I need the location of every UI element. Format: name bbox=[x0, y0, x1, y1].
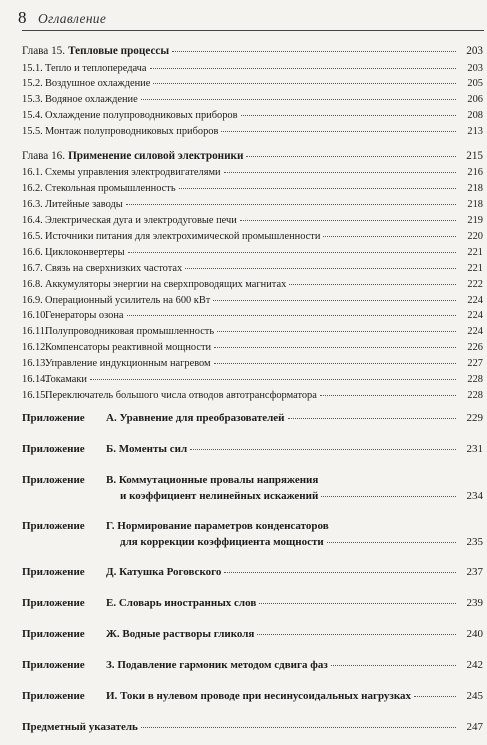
appendix-letter: Е. bbox=[106, 596, 117, 609]
page-ref: 226 bbox=[467, 342, 483, 354]
section-title: Воздушное охлаждение bbox=[45, 78, 151, 90]
page-ref: 213 bbox=[467, 126, 483, 138]
section-title: Управление индукционным нагревом bbox=[45, 358, 211, 370]
page-ref: 228 bbox=[467, 389, 483, 401]
chapter-number: Глава 15. bbox=[22, 45, 66, 57]
appendix-letter: З. bbox=[106, 658, 115, 671]
appendix-entry bbox=[22, 658, 483, 683]
page-ref: 224 bbox=[467, 310, 483, 322]
appendix-label: Приложение bbox=[22, 411, 85, 424]
section-entry bbox=[22, 198, 483, 214]
dot-leader bbox=[179, 188, 456, 189]
section-number: 16.15. bbox=[22, 389, 48, 401]
section-number: 15.4. bbox=[22, 110, 43, 122]
page-ref: 247 bbox=[466, 720, 483, 733]
appendix-letter: А. bbox=[106, 411, 117, 424]
appendix-title-text: Уравнение для преобразователей bbox=[119, 411, 285, 424]
dot-leader bbox=[331, 665, 456, 666]
dot-leader bbox=[217, 331, 456, 332]
dot-leader bbox=[257, 634, 456, 635]
section-number: 16.2. bbox=[22, 183, 43, 195]
section-entry bbox=[22, 77, 483, 93]
section-entry bbox=[22, 109, 483, 125]
section-number: 15.5. bbox=[22, 126, 43, 138]
appendix-label: Приложение bbox=[22, 519, 85, 532]
page-ref: 215 bbox=[466, 149, 483, 162]
appendix-letter: Д. bbox=[106, 565, 117, 578]
section-title: Компенсаторы реактивной мощности bbox=[45, 342, 212, 354]
chapter-title: Тепловые процессы bbox=[68, 45, 170, 57]
section-number: 16.14. bbox=[22, 374, 48, 386]
appendix-label: Приложение bbox=[22, 442, 85, 455]
chapter-title: Применение силовой электроники bbox=[68, 149, 244, 162]
section-entry bbox=[22, 373, 483, 389]
dot-leader bbox=[259, 603, 456, 604]
appendix-label: Приложение bbox=[22, 473, 85, 486]
section-title: Водяное охлаждение bbox=[45, 94, 138, 106]
section-entry bbox=[22, 125, 483, 141]
dot-leader bbox=[190, 449, 456, 450]
running-title: Оглавление bbox=[38, 11, 107, 26]
dot-leader bbox=[153, 83, 456, 84]
page-ref: 242 bbox=[466, 658, 483, 671]
dot-leader bbox=[323, 236, 456, 237]
dot-leader bbox=[321, 496, 456, 497]
appendix-title-text: Словарь иностранных слов bbox=[118, 596, 257, 609]
section-entry bbox=[22, 93, 483, 109]
page-ref: 227 bbox=[467, 358, 483, 370]
appendix-title-text: Катушка Роговского bbox=[119, 565, 222, 578]
header-rule bbox=[22, 30, 484, 31]
page-ref: 235 bbox=[466, 535, 483, 548]
dot-leader bbox=[327, 542, 456, 543]
section-number: 16.10. bbox=[22, 310, 48, 322]
appendix-entry bbox=[22, 442, 483, 467]
page-ref: 203 bbox=[466, 45, 483, 57]
appendix-entry bbox=[22, 627, 483, 652]
dot-leader bbox=[90, 379, 456, 380]
appendix-title bbox=[106, 442, 187, 456]
dot-leader bbox=[246, 156, 456, 157]
page-header bbox=[18, 8, 481, 30]
section-entry bbox=[22, 309, 483, 325]
dot-leader bbox=[126, 204, 456, 205]
page-ref: 234 bbox=[466, 489, 483, 502]
section-entry bbox=[22, 214, 483, 230]
appendix-entry bbox=[22, 473, 483, 513]
section-number: 16.8. bbox=[22, 278, 43, 290]
section-title: Связь на сверхнизких частотах bbox=[45, 262, 183, 274]
dot-leader bbox=[289, 284, 456, 285]
section-number: 16.4. bbox=[22, 215, 43, 227]
page-ref: 222 bbox=[467, 278, 483, 290]
page-ref: 218 bbox=[467, 183, 483, 195]
appendix-label: Приложение bbox=[22, 565, 85, 578]
dot-leader bbox=[150, 68, 456, 69]
dot-leader bbox=[185, 268, 456, 269]
page-ref: 224 bbox=[467, 294, 483, 306]
page-ref: 206 bbox=[467, 94, 483, 106]
section-number: 16.3. bbox=[22, 199, 43, 211]
appendix-title bbox=[106, 411, 285, 425]
appendix-entry bbox=[22, 565, 483, 590]
appendix-label: Приложение bbox=[22, 596, 85, 609]
section-entry bbox=[22, 341, 483, 357]
page-ref: 220 bbox=[467, 231, 483, 243]
appendix-entry bbox=[22, 596, 483, 621]
appendix-entry bbox=[22, 411, 483, 436]
page-ref: 231 bbox=[466, 442, 483, 455]
section-entry bbox=[22, 182, 483, 198]
section-title: Операционный усилитель на 600 кВт bbox=[45, 294, 211, 306]
dot-leader bbox=[320, 395, 456, 396]
appendix-title bbox=[106, 658, 328, 672]
section-number: 16.5. bbox=[22, 231, 43, 243]
section-title: Схемы управления электродвигателями bbox=[45, 167, 221, 179]
appendix-title-cont: для коррекции коэффициента мощности bbox=[120, 535, 324, 548]
appendix-title-text: Нормирование параметров конденсаторов bbox=[117, 519, 329, 532]
section-entry bbox=[22, 325, 483, 341]
section-entry bbox=[22, 278, 483, 294]
section-number: 15.3. bbox=[22, 94, 43, 106]
page-ref: 228 bbox=[467, 374, 483, 386]
dot-leader bbox=[128, 252, 456, 253]
dot-leader bbox=[240, 220, 456, 221]
section-title: Литейные заводы bbox=[45, 199, 123, 211]
dot-leader bbox=[172, 51, 456, 52]
page-ref: 205 bbox=[467, 78, 483, 90]
page-ref: 229 bbox=[466, 411, 483, 424]
appendix-label: Приложение bbox=[22, 627, 85, 640]
page-ref: 203 bbox=[467, 62, 483, 74]
appendix-label: Приложение bbox=[22, 658, 85, 671]
section-title: Аккумуляторы энергии на сверхпроводящих магнитах bbox=[45, 278, 287, 290]
appendix-title-text: Коммутационные провалы напряжения bbox=[118, 473, 319, 486]
page-ref: 239 bbox=[466, 596, 483, 609]
page-ref: 221 bbox=[467, 262, 483, 274]
section-number: 16.13. bbox=[22, 358, 48, 370]
section-entry bbox=[22, 389, 483, 405]
section-entry bbox=[22, 230, 483, 246]
page-ref: 221 bbox=[467, 246, 483, 258]
section-number: 16.7. bbox=[22, 262, 43, 274]
section-title: Электрическая дуга и электродуговые печи bbox=[45, 215, 237, 227]
appendix-title bbox=[106, 689, 411, 703]
page-ref: 219 bbox=[467, 215, 483, 227]
section-entry bbox=[22, 262, 483, 278]
section-title: Токамаки bbox=[45, 374, 87, 386]
section-entry bbox=[22, 294, 483, 310]
index-title: Предметный указатель bbox=[22, 720, 138, 733]
dot-leader bbox=[414, 696, 456, 697]
section-number: 16.1. bbox=[22, 167, 43, 179]
page-ref: 245 bbox=[466, 689, 483, 702]
page-ref: 224 bbox=[467, 326, 483, 338]
page-ref: 216 bbox=[467, 167, 483, 179]
dot-leader bbox=[127, 315, 456, 316]
dot-leader bbox=[224, 172, 456, 173]
appendix-entry bbox=[22, 519, 483, 559]
chapter-number: Глава 16. bbox=[22, 149, 66, 162]
appendix-title bbox=[106, 596, 256, 610]
dot-leader bbox=[141, 99, 456, 100]
page-ref: 237 bbox=[466, 565, 483, 578]
page-ref: 240 bbox=[466, 627, 483, 640]
appendix-title bbox=[106, 565, 221, 579]
dot-leader bbox=[221, 131, 456, 132]
section-title: Полупроводниковая промышленность bbox=[45, 326, 215, 338]
chapter-entry bbox=[22, 44, 483, 62]
appendix-letter: Г. bbox=[106, 519, 115, 532]
section-title: Монтаж полупроводниковых приборов bbox=[45, 126, 219, 138]
section-title: Охлаждение полупроводниковых приборов bbox=[45, 110, 238, 122]
index-entry bbox=[22, 720, 483, 745]
appendix-letter: Б. bbox=[106, 442, 117, 455]
page-ref: 208 bbox=[467, 110, 483, 122]
appendix-title-text: Моменты сил bbox=[118, 442, 188, 455]
section-number: 15.1. bbox=[22, 62, 43, 74]
section-title: Тепло и теплопередача bbox=[45, 62, 147, 74]
appendix-letter: В. bbox=[106, 473, 117, 486]
dot-leader bbox=[141, 727, 456, 728]
appendix-title-text: Водные растворы гликоля bbox=[122, 627, 255, 640]
dot-leader bbox=[224, 572, 456, 573]
appendix-title-cont: и коэффициент нелинейных искажений bbox=[120, 489, 319, 502]
section-title: Стекольная промышленность bbox=[45, 183, 176, 195]
section-entry bbox=[22, 166, 483, 182]
table-of-contents bbox=[22, 44, 483, 745]
dot-leader bbox=[214, 347, 456, 348]
appendix-letter: Ж. bbox=[106, 627, 120, 640]
appendix-letter: И. bbox=[106, 689, 118, 702]
dot-leader bbox=[214, 363, 456, 364]
section-entry bbox=[22, 357, 483, 373]
dot-leader bbox=[213, 300, 456, 301]
page-ref: 218 bbox=[467, 199, 483, 211]
dot-leader bbox=[288, 418, 456, 419]
appendix-title bbox=[106, 627, 254, 641]
appendix-title bbox=[106, 519, 329, 533]
section-title: Источники питания для электрохимической промышленности bbox=[45, 231, 321, 243]
section-number: 16.11. bbox=[22, 326, 48, 338]
section-title: Переключатель большого числа отводов автотрансформатора bbox=[45, 389, 317, 401]
section-number: 15.2. bbox=[22, 78, 43, 90]
section-entry bbox=[22, 62, 483, 78]
dot-leader bbox=[241, 115, 457, 116]
section-number: 16.9. bbox=[22, 294, 43, 306]
appendix-label: Приложение bbox=[22, 689, 85, 702]
page-number: 8 bbox=[18, 8, 27, 27]
section-number: 16.6. bbox=[22, 246, 43, 258]
section-title: Циклоконвертеры bbox=[45, 246, 125, 258]
section-title: Генераторы озона bbox=[45, 310, 124, 322]
appendix-entry bbox=[22, 689, 483, 714]
appendix-title-text: Токи в нулевом проводе при несинусоидальных нагрузках bbox=[120, 689, 412, 702]
chapter-entry bbox=[22, 149, 483, 167]
section-entry bbox=[22, 246, 483, 262]
section-number: 16.12. bbox=[22, 342, 48, 354]
appendix-title bbox=[106, 473, 318, 487]
appendix-title-text: Подавление гармоник методом сдвига фаз bbox=[117, 658, 328, 671]
